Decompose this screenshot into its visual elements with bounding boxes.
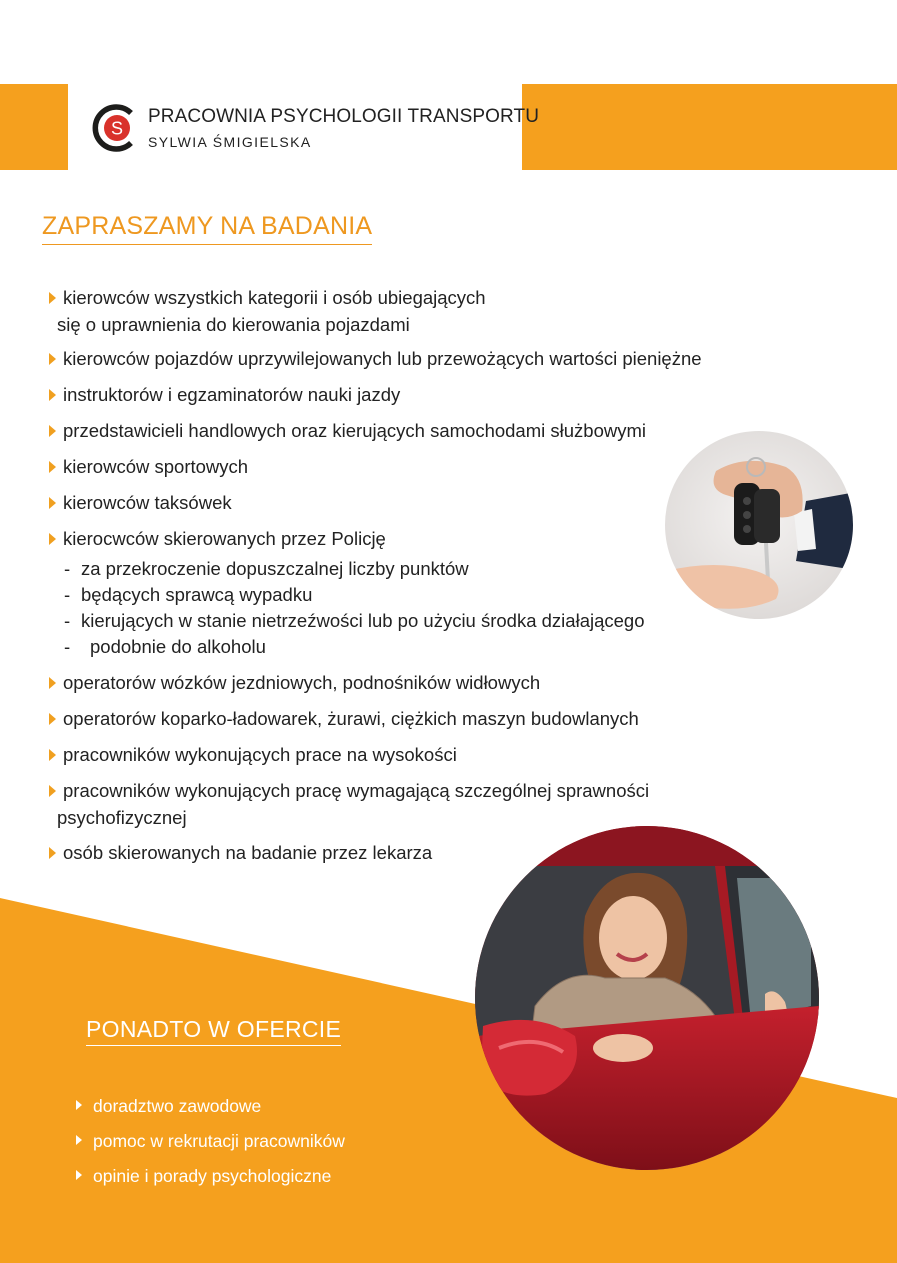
- list-item: osób skierowanych na badanie przez lekarza: [48, 839, 808, 866]
- offer-item: pomoc w rekrutacji pracowników: [76, 1129, 345, 1164]
- list-item: instruktorów i egzaminatorów nauki jazdy: [48, 381, 808, 408]
- offer-heading: PONADTO W OFERCIE: [86, 1016, 341, 1046]
- arrow-bullet-icon: [49, 749, 56, 761]
- arrow-bullet-icon: [49, 461, 56, 473]
- arrow-bullet-icon: [49, 389, 56, 401]
- list-item: kierowców taksówek: [48, 489, 808, 516]
- arrow-bullet-icon: [76, 1170, 82, 1180]
- arrow-bullet-icon: [49, 785, 56, 797]
- woman-in-red-car-photo: [475, 826, 819, 1170]
- offer-item: doradztwo zawodowe: [76, 1094, 345, 1129]
- arrow-bullet-icon: [49, 847, 56, 859]
- list-item: kierocwców skierowanych przez Policję - za przekroczenie dopuszczalnej liczby punktów - będących sprawcą wypadku - kierujących w stanie nietrzeźwości lub po użyciu środka działającego - podobnie do alkoholu: [48, 525, 808, 660]
- list-item: kierowców wszystkich kategorii i osób ubiegających się o uprawnienia do kierowania pojazdami: [48, 284, 808, 338]
- header-band-right: [522, 84, 897, 170]
- arrow-bullet-icon: [49, 533, 56, 545]
- invitation-heading: ZAPRASZAMY NA BADANIA: [42, 212, 372, 245]
- arrow-bullet-icon: [49, 425, 56, 437]
- list-item: operatorów koparko-ładowarek, żurawi, ciężkich maszyn budowlanych: [48, 705, 808, 732]
- list-item: operatorów wózków jezdniowych, podnośników widłowych: [48, 669, 808, 696]
- arrow-bullet-icon: [76, 1100, 82, 1110]
- offer-item: opinie i porady psychologiczne: [76, 1164, 345, 1199]
- brand-title: PRACOWNIA PSYCHOLOGII TRANSPORTU: [148, 106, 540, 127]
- offer-list: [76, 1094, 345, 1199]
- list-item: pracowników wykonujących prace na wysokości: [48, 741, 808, 768]
- arrow-bullet-icon: [49, 677, 56, 689]
- svg-text:S: S: [110, 118, 124, 139]
- list-item: kierowców sportowych: [48, 453, 808, 480]
- arrow-bullet-icon: [76, 1135, 82, 1145]
- arrow-bullet-icon: [49, 353, 56, 365]
- sublist-item: - za przekroczenie dopuszczalnej liczby punktów: [64, 556, 808, 582]
- cs-logo-icon: [91, 104, 139, 152]
- car-keys-handover-photo: [656, 431, 862, 619]
- arrow-bullet-icon: [49, 713, 56, 725]
- sublist-item-continuation: - podobnie do alkoholu: [64, 634, 808, 660]
- sublist-item: - kierujących w stanie nietrzeźwości lub po użyciu środka działającego: [64, 608, 808, 634]
- list-item: kierowców pojazdów uprzywilejowanych lub przewożących wartości pieniężne: [48, 345, 808, 372]
- header-band-left: [0, 84, 68, 170]
- brand-subtitle: SYLWIA ŚMIGIELSKA: [148, 134, 312, 150]
- arrow-bullet-icon: [49, 497, 56, 509]
- sublist-item: - będących sprawcą wypadku: [64, 582, 808, 608]
- list-item: przedstawicieli handlowych oraz kierujących samochodami służbowymi: [48, 417, 808, 444]
- list-item: pracowników wykonujących pracę wymagającą szczególnej sprawności psychofizycznej: [48, 777, 808, 831]
- arrow-bullet-icon: [49, 292, 56, 304]
